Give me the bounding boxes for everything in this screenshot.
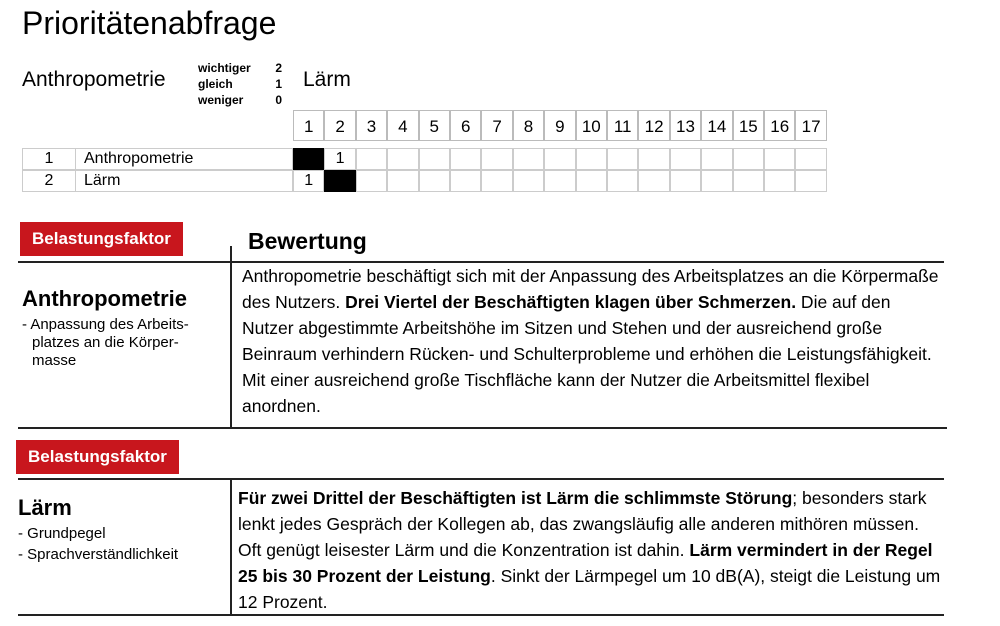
matrix-cell (356, 170, 387, 192)
divider (230, 262, 232, 428)
matrix-diagonal-cell (293, 148, 324, 170)
divider (230, 479, 232, 615)
matrix-cell (670, 170, 701, 192)
evaluation-heading: Bewertung (248, 228, 367, 254)
matrix-cell: 1 (293, 170, 324, 192)
factor-sub-line: - Sprachverständlichkeit (18, 546, 179, 563)
text-part: . Sinkt der Lärmpegel um 10 dB(A), steigt die Leistung um 12 Prozent. (238, 566, 941, 612)
column-number: 7 (481, 110, 512, 141)
matrix-cell (764, 148, 795, 170)
matrix-cell (733, 170, 764, 192)
matrix-cell (701, 148, 732, 170)
factor-sub-line: - Grundpegel (18, 525, 106, 542)
matrix-cell (638, 148, 669, 170)
column-number: 15 (733, 110, 764, 141)
matrix-cell (544, 148, 575, 170)
rating-legend (198, 60, 282, 108)
matrix-cell (513, 148, 544, 170)
column-number: 2 (324, 110, 355, 141)
matrix-cell (356, 148, 387, 170)
divider (18, 478, 944, 480)
page-title: Prioritätenabfrage (22, 5, 277, 41)
text-part: Die auf den Nutzer abgestimmte Arbeitshöhe im Sitzen und Stehen und der ausreichend große Beinraum verhindern Rücken- und Schulterprobleme und erhöhen die Leistungsfähigkeit. Mit einer ausreichend große Tischfläche kann der Nutzer die Arbeitsmittel flexibel anordnen. (242, 292, 932, 416)
text-emphasis: Lärm vermindert in der Regel 25 bis 30 Prozent der Leistung (238, 540, 933, 586)
column-number: 8 (513, 110, 544, 141)
matrix-cell (795, 170, 826, 192)
matrix-cell (576, 170, 607, 192)
factor-subtitle (22, 316, 189, 370)
legend-value: 0 (275, 93, 282, 107)
criterion-right: Lärm (303, 68, 351, 91)
column-number: 9 (544, 110, 575, 141)
evaluation-text (242, 263, 942, 419)
text-emphasis: Für zwei Drittel der Beschäftigten ist Lärm die schlimmste Störung (238, 488, 793, 508)
matrix-cell (701, 170, 732, 192)
legend-row (198, 60, 282, 76)
matrix-cell (670, 148, 701, 170)
factor-title: Lärm (18, 495, 72, 520)
matrix-cell (544, 170, 575, 192)
matrix-cell (419, 170, 450, 192)
matrix-cell (450, 148, 481, 170)
legend-row (198, 76, 282, 92)
matrix-cell (419, 148, 450, 170)
criterion-left: Anthropometrie (22, 68, 166, 91)
factor-badge: Belastungsfaktor (20, 222, 183, 256)
matrix-cell (638, 170, 669, 192)
matrix-cell (576, 148, 607, 170)
column-number: 17 (795, 110, 826, 141)
matrix-cell (387, 170, 418, 192)
column-number: 5 (419, 110, 450, 141)
column-number: 12 (638, 110, 669, 141)
column-number: 1 (293, 110, 324, 141)
factor-sub-line: - Anpassung des Arbeits- (22, 316, 189, 333)
column-number: 14 (701, 110, 732, 141)
divider (18, 614, 944, 616)
matrix-diagonal-cell (324, 170, 355, 192)
matrix-cell (607, 170, 638, 192)
column-number: 6 (450, 110, 481, 141)
factor-title: Anthropometrie (22, 286, 187, 311)
legend-value: 1 (275, 77, 282, 91)
matrix-cell (481, 148, 512, 170)
column-number: 4 (387, 110, 418, 141)
divider (18, 427, 947, 429)
matrix-cell (795, 148, 826, 170)
factor-badge: Belastungsfaktor (16, 440, 179, 474)
evaluation-text (238, 485, 943, 615)
column-number: 11 (607, 110, 638, 141)
matrix-row-index: 2 (22, 170, 76, 192)
column-number: 13 (670, 110, 701, 141)
matrix-cell (607, 148, 638, 170)
divider (230, 246, 232, 262)
column-number: 3 (356, 110, 387, 141)
matrix-cell (764, 170, 795, 192)
matrix-cell (450, 170, 481, 192)
legend-value: 2 (275, 61, 282, 75)
matrix-row-index: 1 (22, 148, 76, 170)
matrix-cell (513, 170, 544, 192)
matrix-row-label: Anthropometrie (75, 148, 293, 170)
factor-sub-line: platzes an die Körper- (32, 334, 179, 351)
factor-sub-line: masse (32, 352, 77, 369)
matrix-cell (387, 148, 418, 170)
text-part: ; besonders stark lenkt jedes Gespräch der Kollegen ab, das zwangsläufig alle anderen mithören müssen. Oft genügt leisester Lärm und die Konzentration ist dahin. (238, 488, 927, 560)
legend-label: gleich (198, 77, 233, 91)
legend-row (198, 92, 282, 108)
column-number: 16 (764, 110, 795, 141)
legend-label: wichtiger (198, 61, 251, 75)
text-part: Anthropometrie beschäftigt sich mit der Anpassung des Arbeitsplatzes an die Körpermaße des Nutzers. (242, 266, 939, 312)
matrix-cell (733, 148, 764, 170)
matrix-cell: 1 (324, 148, 355, 170)
matrix-row-label: Lärm (75, 170, 293, 192)
text-emphasis: Drei Viertel der Beschäftigten klagen über Schmerzen. (345, 292, 797, 312)
column-number: 10 (576, 110, 607, 141)
factor-subtitle (18, 523, 178, 565)
matrix-cell (481, 170, 512, 192)
legend-label: weniger (198, 93, 244, 107)
